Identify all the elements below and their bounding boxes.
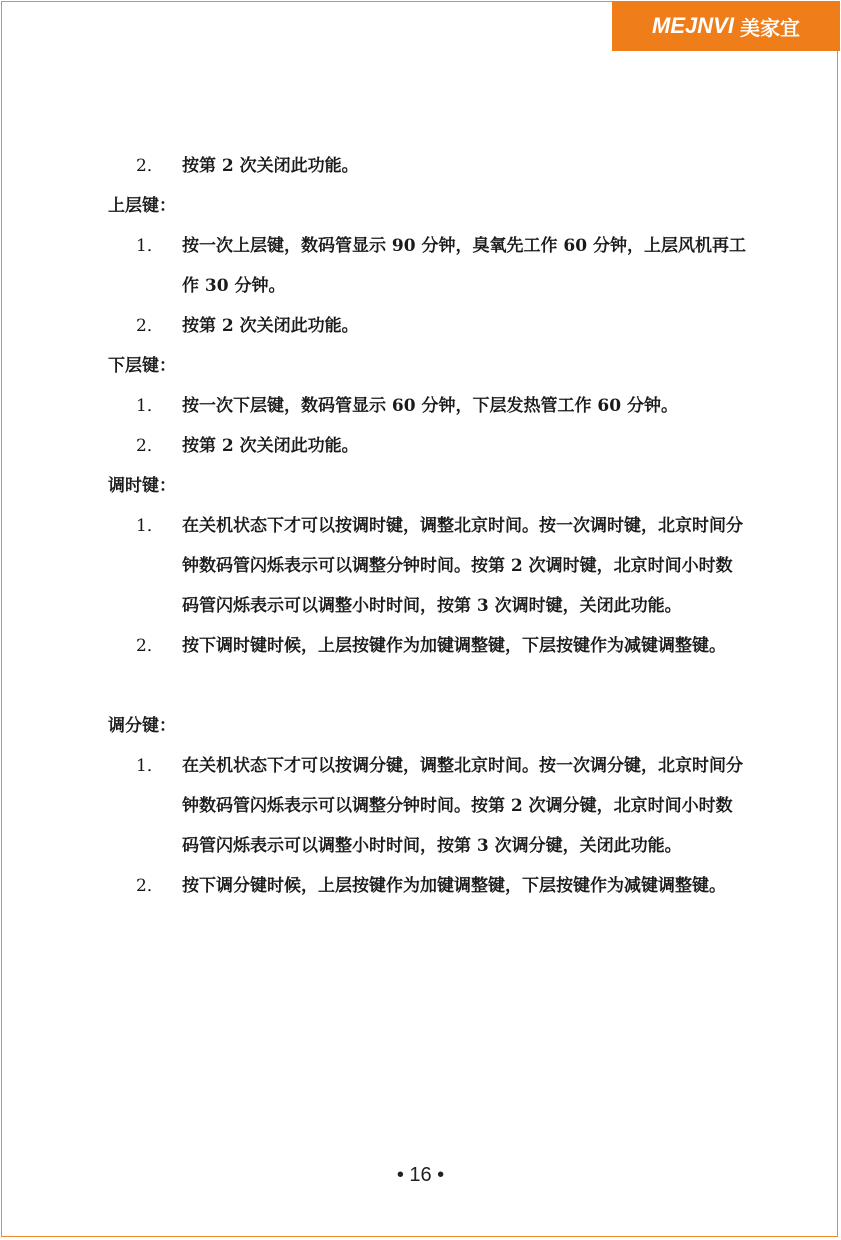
brand-name: 美家宜: [739, 15, 800, 40]
page-number: • 16 •: [396, 1164, 445, 1186]
section-heading: 上层键：: [108, 196, 176, 216]
item-text: 在关机状态下才可以按调时键，调整北京时间。按一次调时键，北京时间分钟数码管闪烁表示可以调整分钟时间。按第 2 次调时键，北京时间小时数码管闪烁表示可以调整小时时间，按第 3 次调时键，关闭此功能。: [182, 516, 743, 616]
item-number: 1．: [136, 516, 164, 536]
list-item: [108, 746, 748, 866]
section-heading: 调分键：: [108, 716, 176, 736]
item-text: 按第 2 次关闭此功能。: [182, 156, 359, 176]
section-heading: 调时键：: [108, 476, 176, 496]
item-text: 按第 2 次关闭此功能。: [182, 436, 359, 456]
list-item: [108, 506, 748, 626]
item-number: 2．: [136, 436, 164, 456]
section-heading: 下层键：: [108, 356, 176, 376]
item-number: 2．: [136, 636, 164, 656]
spacer: [108, 666, 748, 706]
brand-logo: MEJNVI: [652, 13, 734, 38]
item-number: 2．: [136, 316, 164, 336]
list-item: [108, 626, 748, 666]
item-number: 1．: [136, 396, 164, 416]
item-number: 2．: [136, 876, 164, 896]
item-text: 按一次下层键，数码管显示 60 分钟，下层发热管工作 60 分钟。: [182, 396, 678, 416]
item-number: 2．: [136, 156, 164, 176]
list-item: [108, 226, 748, 306]
item-text: 按一次上层键，数码管显示 90 分钟，臭氧先工作 60 分钟，上层风机再工作 30 分钟。: [182, 236, 746, 296]
list-item: [108, 386, 748, 426]
list-item: [108, 146, 748, 186]
item-text: 在关机状态下才可以按调分键，调整北京时间。按一次调分键，北京时间分钟数码管闪烁表示可以调整分钟时间。按第 2 次调分键，北京时间小时数码管闪烁表示可以调整小时时间，按第 3 次调分键，关闭此功能。: [182, 756, 743, 856]
brand-header: [612, 1, 840, 51]
manual-content: [108, 146, 748, 906]
list-item: [108, 426, 748, 466]
list-item: [108, 866, 748, 906]
item-number: 1．: [136, 236, 164, 256]
item-text: 按下调分键时候，上层按键作为加键调整键，下层按键作为减键调整键。: [182, 876, 726, 896]
item-text: 按第 2 次关闭此功能。: [182, 316, 359, 336]
item-text: 按下调时键时候，上层按键作为加键调整键，下层按键作为减键调整键。: [182, 636, 726, 656]
item-number: 1．: [136, 756, 164, 776]
list-item: [108, 306, 748, 346]
